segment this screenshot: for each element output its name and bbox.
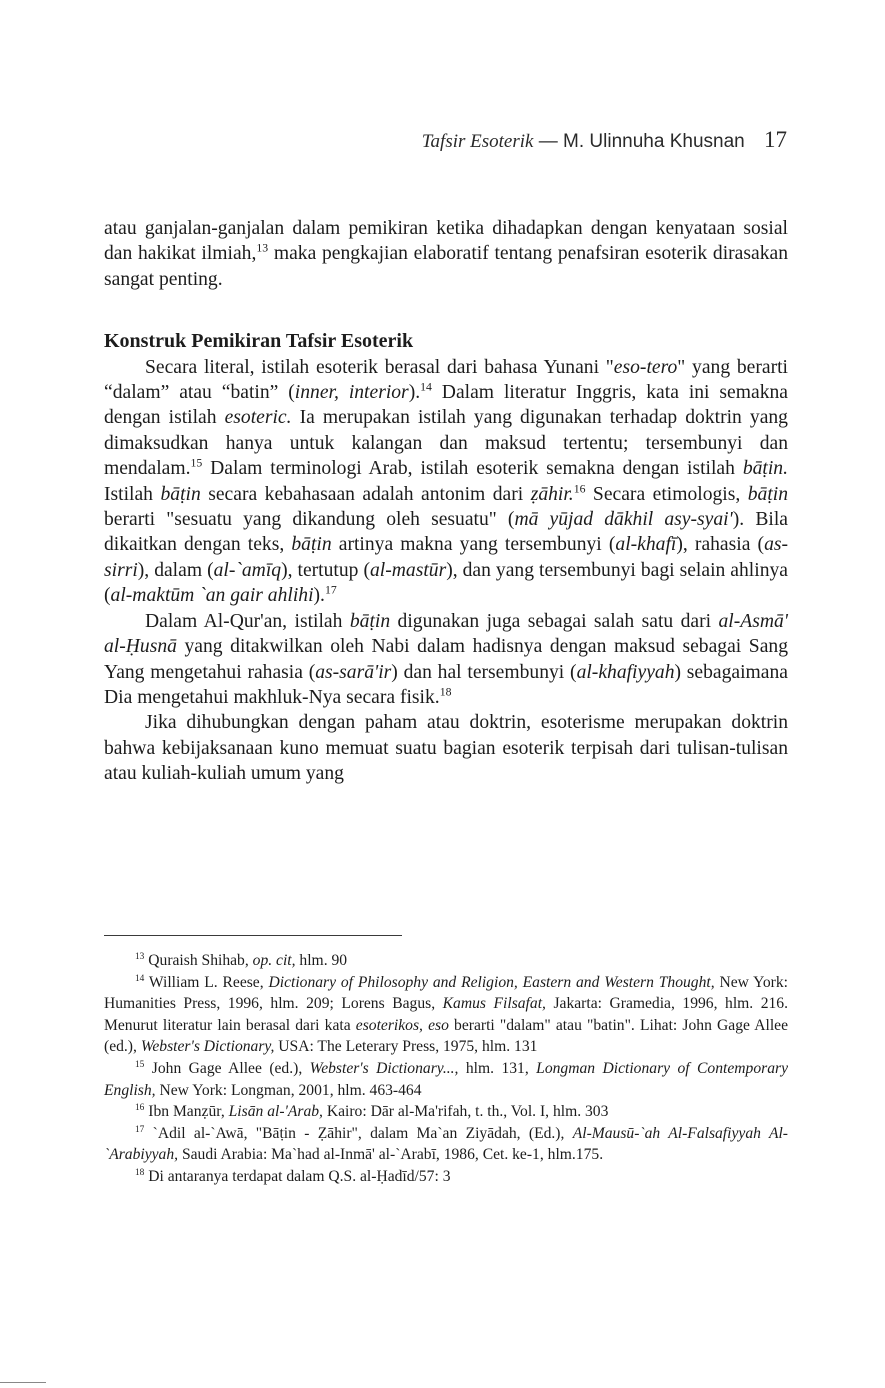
page-number: 17 xyxy=(764,127,787,152)
footnote-ref-15: 15 xyxy=(190,456,203,470)
journal-title: Tafsir Esoterik xyxy=(421,131,534,152)
footnote-17: $^{17}$ `Adil al-`Awā, "Bāṭin - Ẓāhir", dalam Ma`an Ziyādah, (Ed.), Al-Mausū-`ah Al-Falsafiyyah Al-`Arabiyyah, Saudi Arabia: Ma`had al-Inmā' al-`Arabī, 1986, Cet. ke-1, hlm.175. xyxy=(104,1124,788,1164)
scan-edge-mark xyxy=(0,1382,46,1383)
footnote-ref-13: 13 xyxy=(256,241,269,255)
footnote-18: $^{18}$ Di antaranya terdapat dalam Q.S. al-Ḥadīd/57: 3 xyxy=(135,1167,451,1185)
footnote-ref-18: 18 xyxy=(439,685,452,699)
header-separator: — xyxy=(538,131,558,152)
footnote-ref-16: 16 xyxy=(573,482,586,496)
section-heading: Konstruk Pemikiran Tafsir Esoterik xyxy=(104,330,414,353)
footnote-14: $^{14}$ William L. Reese, Dictionary of Philosophy and Religion, Eastern and Western Thought, New York: Humanities Press, 1996, hlm. 209; Lorens Bagus, Kamus Filsafat, Jakarta: Gramedia, 1996, hlm. 216. Menurut literatur lain berasal dari kata esoterikos, eso berarti "dalam" atau "batin". Lihat: John Gage Allee (ed.), Webster's Dictionary, USA: The Leterary Press, 1975, hlm. 131 xyxy=(104,973,789,1056)
paragraph-1: atau ganjalan-ganjalan dalam pemikiran ketika dihadapkan dengan kenyataan sosial dan hakikat ilmiah,$^{13}$ maka pengkajian elaboratif tentang penafsiran esoterik dirasakan sangat penting. xyxy=(104,218,788,290)
footnote-13: $^{13}$ Quraish Shihab, op. cit, hlm. 90 xyxy=(135,951,348,969)
author-name: M. Ulinnuha Khusnan xyxy=(563,131,745,152)
footnote-divider xyxy=(104,935,402,936)
footnote-ref-17: 17 xyxy=(324,583,337,597)
main-text xyxy=(104,216,788,787)
footnote-ref-14: 14 xyxy=(420,380,432,394)
paragraph-2: Secara literal, istilah esoterik berasal dari bahasa Yunani "eso-tero" yang berarti “dalam” atau “batin” (inner, interior).$^{14}$ Dalam literatur Inggris, kata ini semakna dengan istilah esoteric. Ia merupakan istilah yang digunakan terhadap doktrin yang dimaksudkan hanya untuk kalangan dan maksud tertentu; tersembunyi dan mendalam.$^{15}$ Dalam terminologi Arab, istilah esoterik semakna dengan istilah bāṭin. Istilah bāṭin secara kebahasaan adalah antonim dari ẓāhir.$^{16}$ Secara etimologis, bāṭin berarti "sesuatu yang dikandung oleh sesuatu" (mā yūjad dākhil asy-syai'). Bila dikaitkan dengan teks, bāṭin artinya makna yang tersembunyi (al-khafī), rahasia (as-sirri), dalam (al-`amīq), tertutup (al-mastūr), dan yang tersembunyi bagi selain ahlinya (al-maktūm `an gair ahlihi).$^{17}$ xyxy=(104,356,789,607)
paragraph-4: Jika dihubungkan dengan paham atau doktrin, esoterisme merupakan doktrin bahwa kebijaksanaan kuno memuat suatu bagian esoterik terpisah dari tulisan-tulisan atau kuliah-kuliah umum yang xyxy=(104,712,788,785)
running-header xyxy=(422,127,787,153)
footnote-15: $^{15}$ John Gage Allee (ed.), Webster's Dictionary..., hlm. 131, Longman Dictionary of Contemporary English, New York: Longman, 2001, hlm. 463-464 xyxy=(104,1059,788,1099)
footnote-16: $^{16}$ Ibn Manẓūr, Lisān al-'Arab, Kairo: Dār al-Ma'rifah, t. th., Vol. I, hlm. 303 xyxy=(135,1102,609,1121)
paragraph-3: Dalam Al-Qur'an, istilah bāṭin digunakan juga sebagai salah satu dari al-Asmā' al-Ḥusnā yang ditakwilkan oleh Nabi dalam hadisnya dengan maksud sebagai Sang Yang mengetahui rahasia (as-sarā'ir) dan hal tersembunyi (al-khafiyyah) sebagaimana Dia mengetahui makhluk-Nya secara fisik.$^{18}$ xyxy=(104,610,788,708)
footnotes xyxy=(104,950,788,1188)
